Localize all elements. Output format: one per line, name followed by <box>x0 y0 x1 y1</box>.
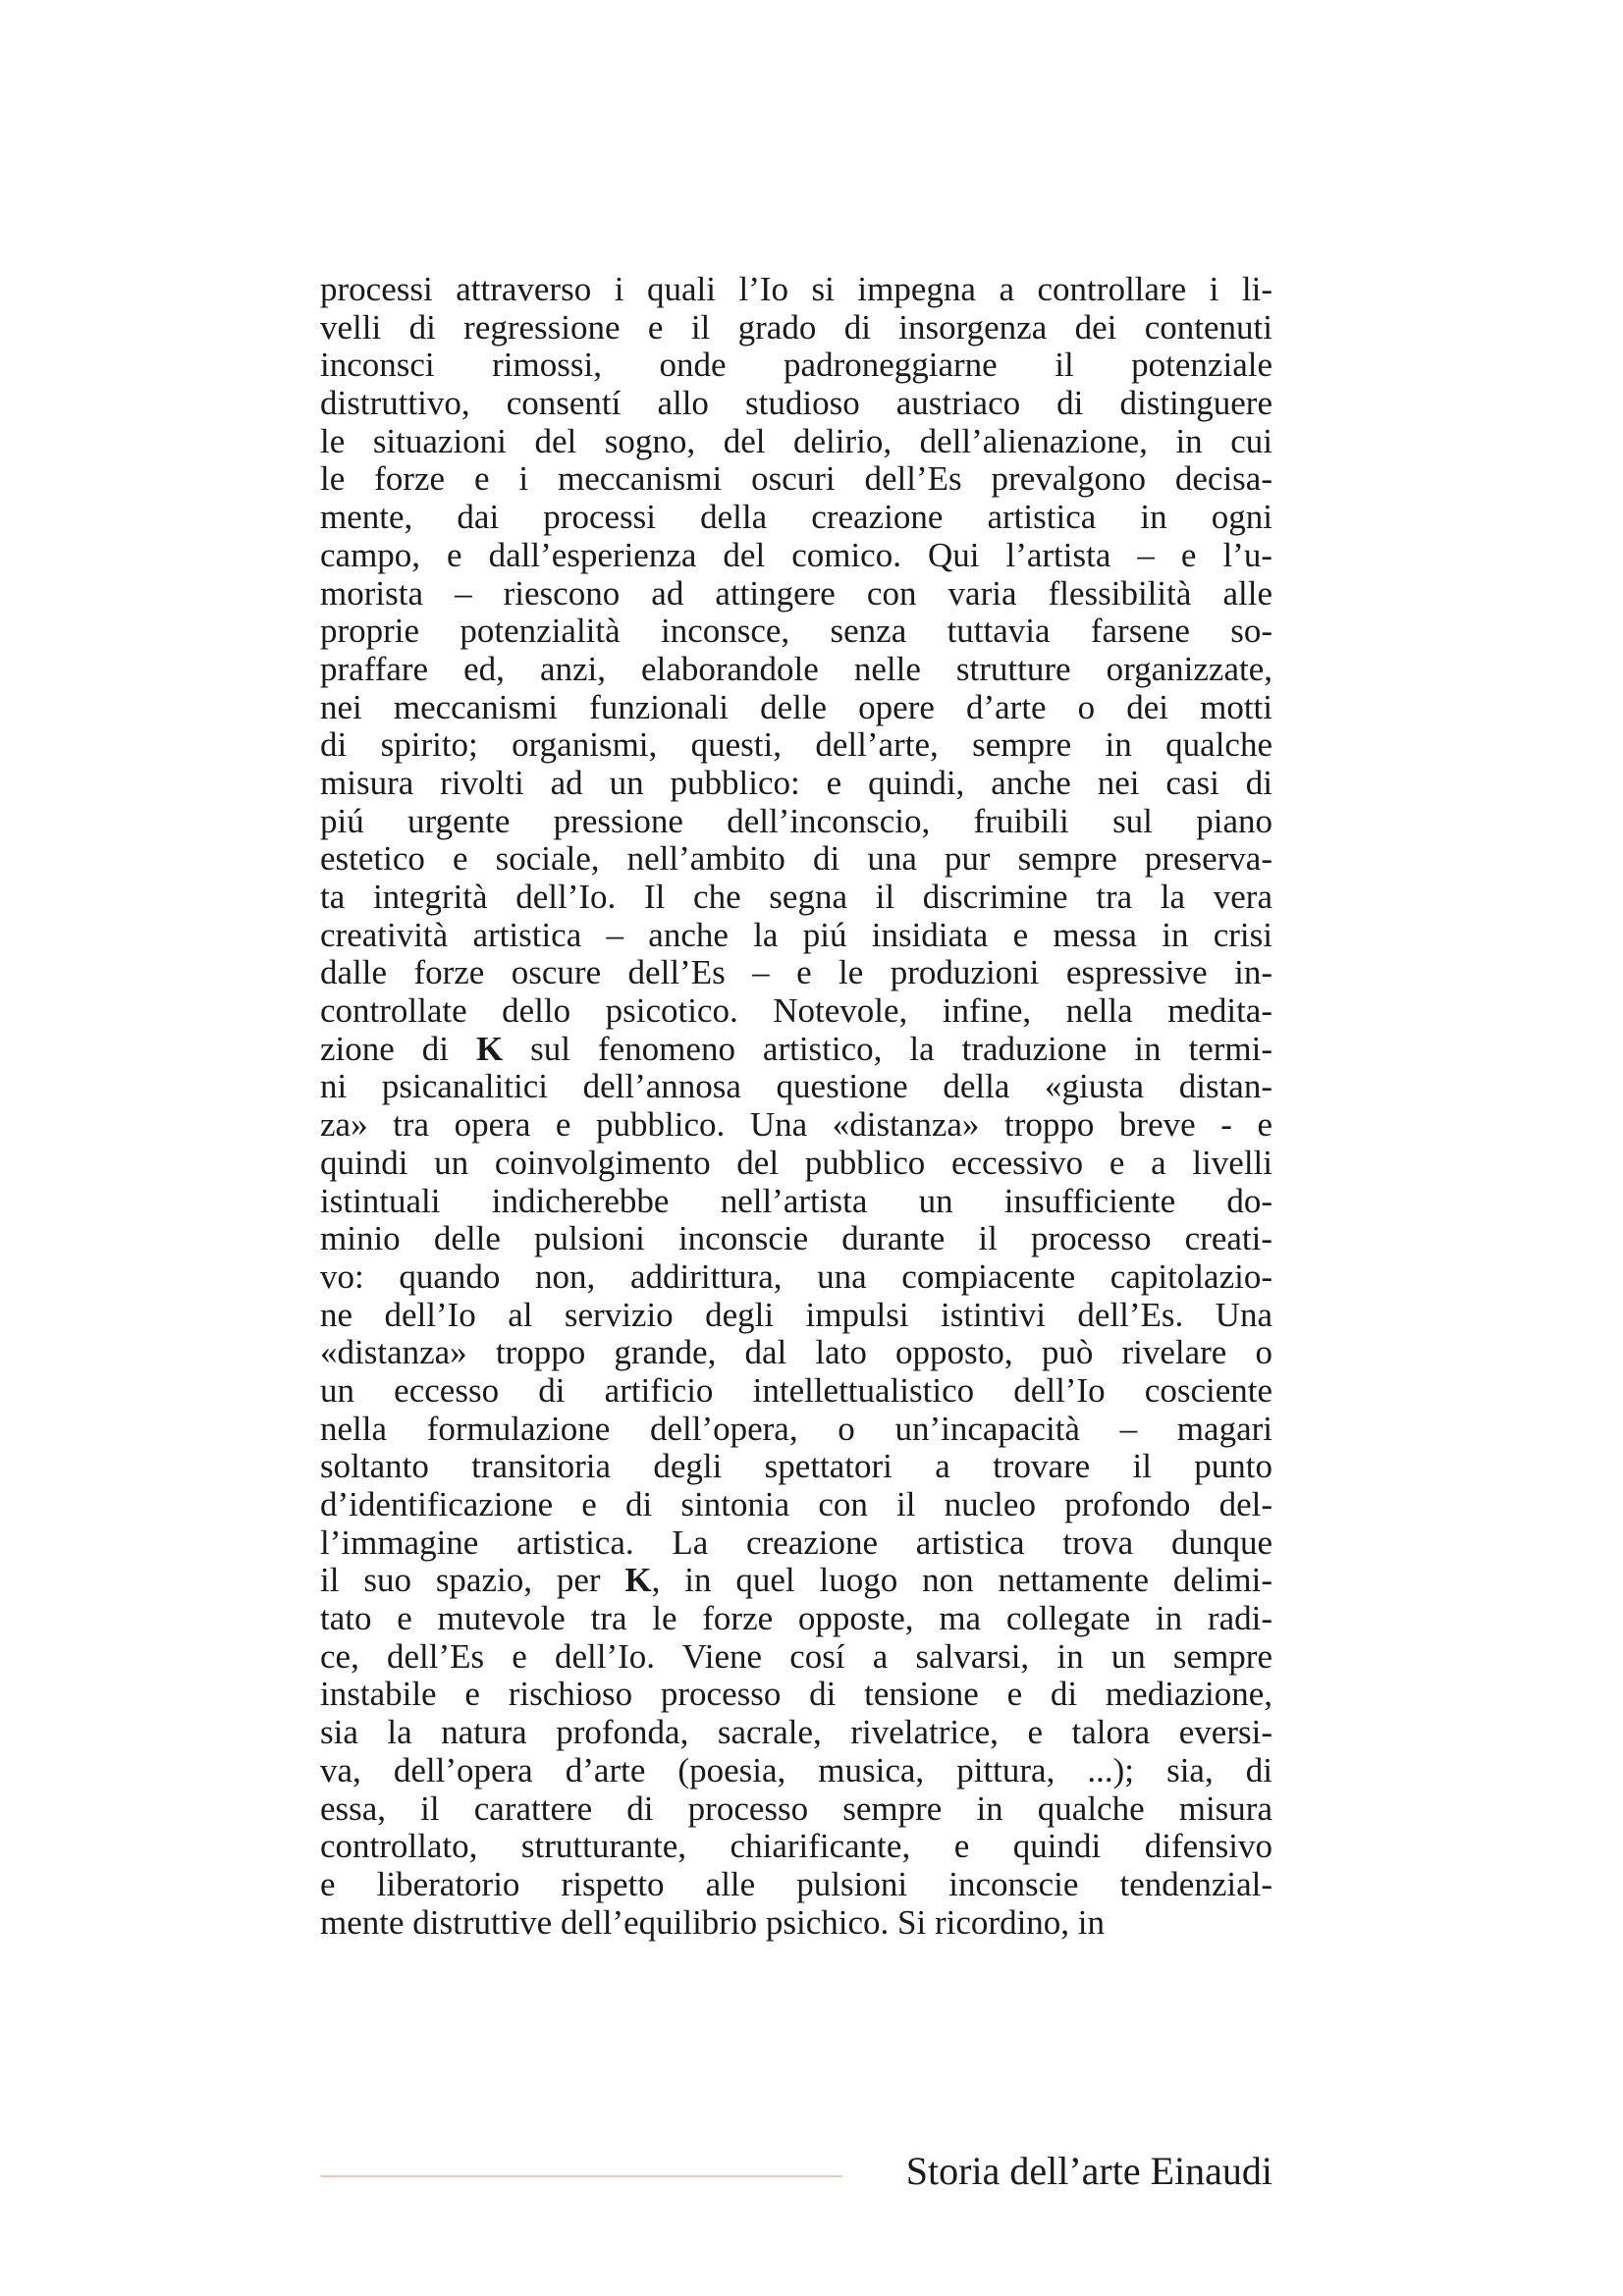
text-line: d’identificazione e di sintonia con il nucleo profondo del- <box>320 1485 1272 1523</box>
body-text <box>320 271 1272 1942</box>
text-line: istintuali indicherebbe nell’artista un insufficiente do- <box>320 1181 1272 1220</box>
text-line: e liberatorio rispetto alle pulsioni inconscie tendenzial- <box>320 1864 1272 1903</box>
text-line: essa, il carattere di processo sempre in qualche misura <box>320 1789 1272 1828</box>
text-line: velli di regressione e il grado di insorgenza dei contenuti <box>320 307 1272 347</box>
text-line: un eccesso di artificio intellettualistico dell’Io cosciente <box>320 1370 1272 1410</box>
text-line: mente, dai processi della creazione artistica in ogni <box>320 498 1272 537</box>
text-line: creatività artistica – anche la piú insidiata e messa in crisi <box>320 915 1272 954</box>
text-line: tato e mutevole tra le forze opposte, ma collegate in radi- <box>320 1599 1272 1638</box>
text-line: ce, dell’Es e dell’Io. Viene cosí a salvarsi, in un sempre <box>320 1636 1272 1676</box>
text-line: vo: quando non, addirittura, una compiacente capitolazio- <box>320 1256 1272 1296</box>
text-line: praffare ed, anzi, elaborandole nelle strutture organizzate, <box>320 649 1272 688</box>
text-line: za» tra opera e pubblico. Una «distanza» troppo breve - e <box>320 1105 1272 1145</box>
text-line: ne dell’Io al servizio degli impulsi istintivi dell’Es. Una <box>320 1295 1272 1334</box>
text-line: l’immagine artistica. La creazione artistica trova dunque <box>320 1522 1272 1562</box>
footer-divider <box>320 2175 842 2177</box>
footer-title: Storia dell’arte Einaudi <box>905 2149 1272 2193</box>
text-line: instabile e rischioso processo di tensione e di mediazione, <box>320 1675 1272 1714</box>
text-line: piú urgente pressione dell’inconscio, fruibili sul piano <box>320 801 1272 840</box>
text-line: misura rivolti ad un pubblico: e quindi, anche nei casi di <box>320 763 1272 802</box>
text-line: dalle forze oscure dell’Es – e le produzioni espressive in- <box>320 953 1272 992</box>
text-line: inconsci rimossi, onde padroneggiarne il potenziale <box>320 346 1272 385</box>
text-line: va, dell’opera d’arte (poesia, musica, pittura, ...); sia, di <box>320 1750 1272 1789</box>
text-line: sia la natura profonda, sacrale, rivelatrice, e talora eversi- <box>320 1713 1272 1752</box>
text-line: mente distruttive dell’equilibrio psichico. Si ricordino, in <box>320 1902 1106 1942</box>
text-line: quindi un coinvolgimento del pubblico eccessivo e a livelli <box>320 1143 1272 1182</box>
text-line: nei meccanismi funzionali delle opere d’arte o dei motti <box>320 687 1272 726</box>
text-line: proprie potenzialità inconsce, senza tuttavia farsene so- <box>320 612 1272 651</box>
text-line: minio delle pulsioni inconscie durante il processo creati- <box>320 1219 1272 1258</box>
text-line: di spirito; organismi, questi, dell’arte, sempre in qualche <box>320 725 1272 765</box>
text-line: estetico e sociale, nell’ambito di una pur sempre preserva- <box>320 839 1272 879</box>
text-line: il suo spazio, per K, in quel luogo non nettamente delimi- <box>320 1561 1272 1600</box>
text-line: le forze e i meccanismi oscuri dell’Es prevalgono decisa- <box>320 459 1272 499</box>
text-line: le situazioni del sogno, del delirio, dell’alienazione, in cui <box>320 421 1272 460</box>
text-line: campo, e dall’esperienza del comico. Qui l’artista – e l’u- <box>320 535 1272 574</box>
text-line: ta integrità dell’Io. Il che segna il discrimine tra la vera <box>320 878 1272 916</box>
text-line: controllato, strutturante, chiarificante, e quindi difensivo <box>320 1827 1272 1866</box>
text-line: nella formulazione dell’opera, o un’incapacità – magari <box>320 1409 1272 1448</box>
text-line: morista – riescono ad attingere con varia flessibilità alle <box>320 573 1272 613</box>
text-line: «distanza» troppo grande, dal lato opposto, può rivelare o <box>320 1333 1272 1372</box>
text-line: distruttivo, consentí allo studioso austriaco di distinguere <box>320 384 1272 423</box>
text-line: zione di K sul fenomeno artistico, la traduzione in termi- <box>320 1029 1272 1068</box>
text-line: controllate dello psicotico. Notevole, infine, nella medita- <box>320 991 1272 1031</box>
text-line: processi attraverso i quali l’Io si impegna a controllare i li- <box>320 270 1272 308</box>
text-line: soltanto transitoria degli spettatori a trovare il punto <box>320 1447 1272 1486</box>
text-line: ni psicanalitici dell’annosa questione della «giusta distan- <box>320 1067 1272 1106</box>
